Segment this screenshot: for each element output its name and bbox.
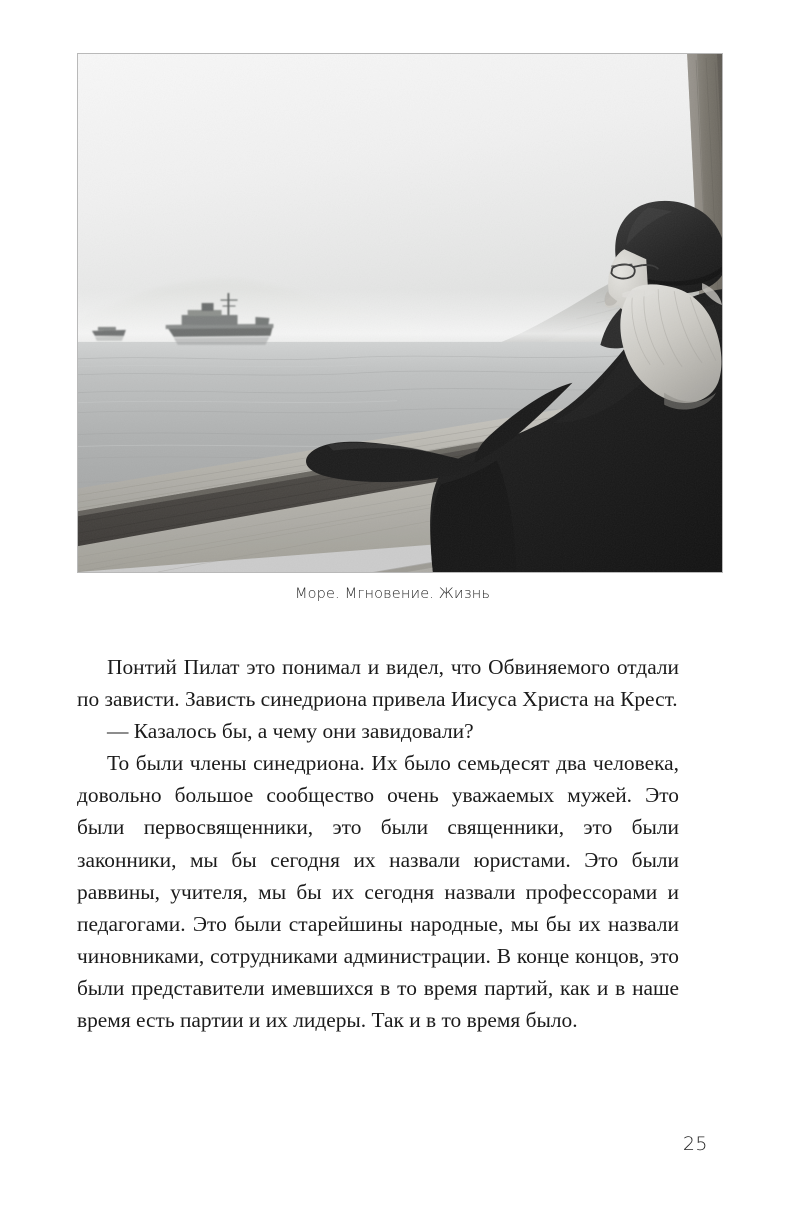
figure-caption: Море. Мгновение. Жизнь xyxy=(294,586,491,602)
figure-photograph xyxy=(77,53,723,573)
photo-illustration xyxy=(78,54,722,572)
paragraph-dialogue: — Казалось бы, а чему они завидовали? xyxy=(107,719,474,744)
paragraph: Понтий Пилат это понимал и видел, что Обвиняемого отдали по зависти. Зависть синедриона привела Иисуса Христа на Крест. xyxy=(77,655,679,712)
paragraph: То были члены синедриона. Их было семьдесят два человека, довольно большое сообщество очень уважаемых мужей. Это были первосвященники, это были священники, это были законники, мы бы сегодня их назвали юристами. Это были раввины, учителя, мы бы их сегодня назвали профессорами и педагогами. Это были старейшины народные, мы бы их назвали чиновниками, сотрудниками администрации. В конце концов, это были представители имевшихся в то время партий, как и в наше время есть партии и их лидеры. Так и в то время было. xyxy=(77,751,679,1033)
page-number: 25 xyxy=(682,1133,708,1155)
photo-frame xyxy=(77,53,723,573)
body-text-column xyxy=(77,651,679,1036)
tone-flatten xyxy=(78,54,722,572)
